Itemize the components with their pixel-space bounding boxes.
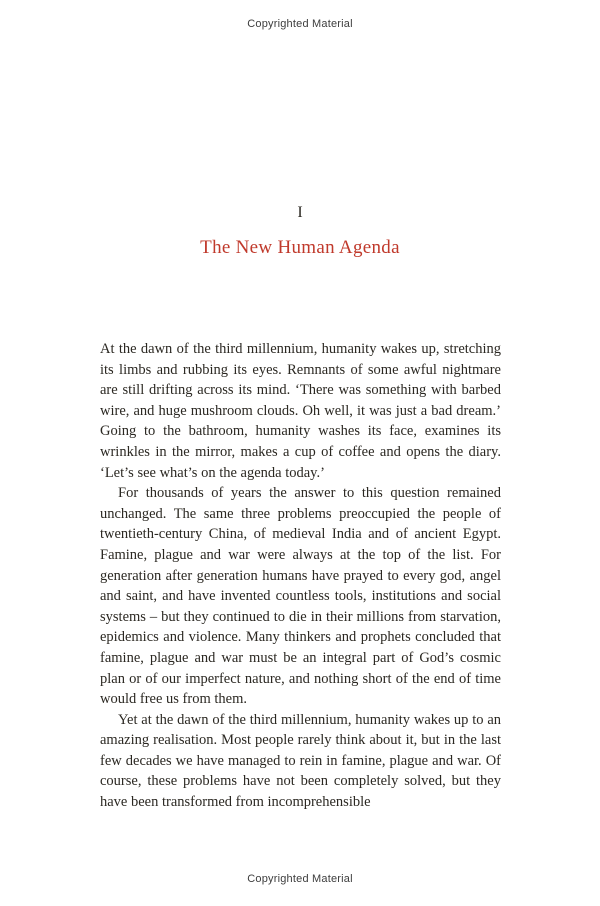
copyright-notice-bottom: Copyrighted Material bbox=[247, 873, 353, 885]
paragraph-1: At the dawn of the third millennium, humanity wakes up, stretching its limbs and rubbing its eyes. Remnants of some awful nightmare are still drifting across its mind. ‘There was something with barbed wire, and huge mushroom clouds. Oh well, it was just a bad dream.’ Going to the bathroom, humanity washes its face, examines its wrinkles in the mirror, makes a cup of coffee and opens the diary. ‘Let’s see what’s on the agenda today.’ bbox=[100, 341, 501, 481]
body-text bbox=[100, 339, 501, 813]
paragraph-3: Yet at the dawn of the third millennium, humanity wakes up to an amazing realisation. Most people rarely think about it, but in the last few decades we have managed to rein in famine, plague and war. Of course, these problems have not been completely solved, but they have been transformed from incomprehensible bbox=[100, 711, 501, 811]
chapter-title: The New Human Agenda bbox=[200, 237, 400, 258]
paragraph-2: For thousands of years the answer to this question remained unchanged. The same three problems preoccupied the people of twentieth-century China, of medieval India and of ancient Egypt. Famine, plague and war were always at the top of the list. For generation after generation humans have prayed to every god, angel and saint, and have invented countless tools, institutions and social systems – but they continued to die in their millions from starvation, epidemics and violence. Many thinkers and prophets concluded that famine, plague and war must be an integral part of God’s cosmic plan or of our imperfect nature, and nothing short of the end of time would free us from them. bbox=[100, 485, 501, 708]
copyright-notice-top: Copyrighted Material bbox=[247, 18, 353, 30]
chapter-number: I bbox=[297, 204, 303, 221]
